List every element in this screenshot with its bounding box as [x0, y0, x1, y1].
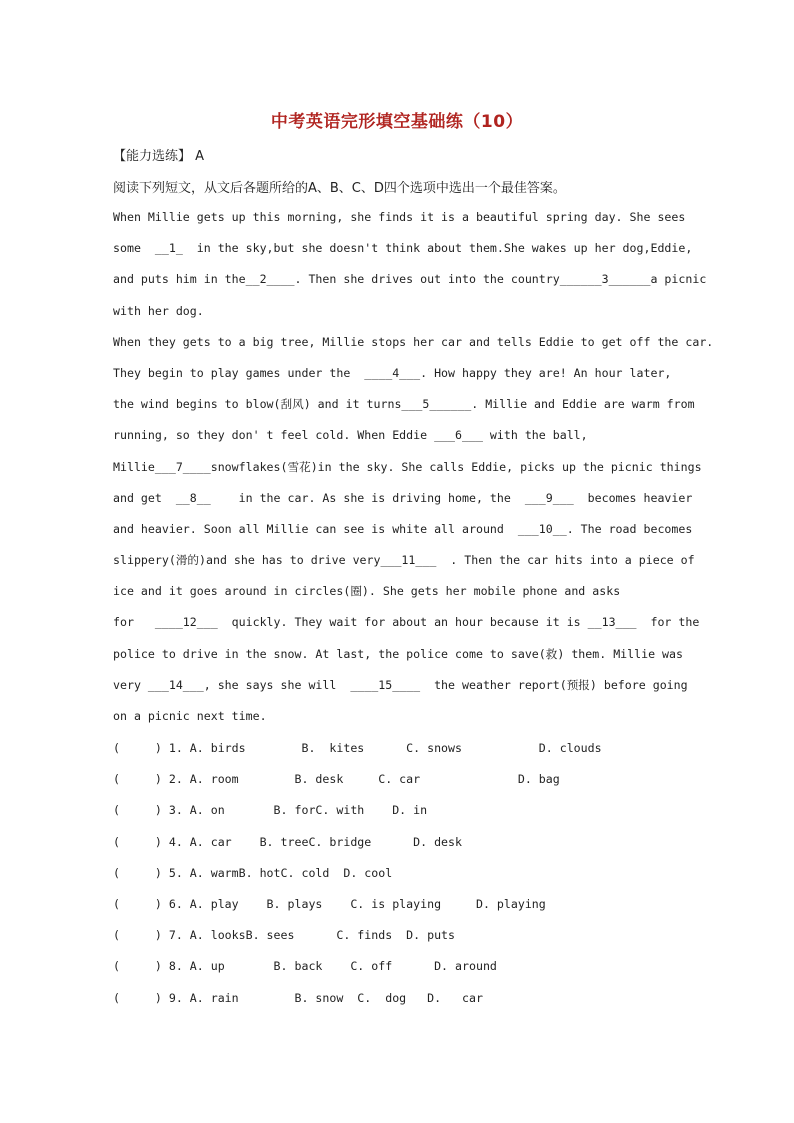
passage	[113, 208, 714, 738]
section-heading: 【能力选练】 A	[113, 149, 205, 164]
passage-line: on a picnic next time.	[113, 709, 267, 723]
passage-line: and get __8__ in the car. As she is driving home, the ___9___ becomes heavier	[113, 490, 693, 505]
question-8: ( ) 8. A. up B. back C. off D. around	[113, 959, 497, 974]
passage-line: Millie___7____snowflakes(雪花)in the sky. She calls Eddie, picks up the picnic things	[113, 459, 702, 474]
question-6: ( ) 6. A. play B. plays C. is playing D. playing	[113, 896, 546, 911]
question-3: ( ) 3. A. on B. forC. with D. in	[113, 803, 428, 818]
question-2: ( ) 2. A. room B. desk C. car D. bag	[113, 772, 560, 787]
question-4: ( ) 4. A. car B. treeC. bridge D. desk	[113, 834, 463, 849]
question-1: ( ) 1. A. birds B. kites C. snows D. clouds	[113, 741, 602, 755]
passage-line: ice and it goes around in circles(圈). She gets her mobile phone and asks	[113, 584, 621, 599]
passage-line: for ____12___ quickly. They wait for about an hour because it is __13___ for the	[113, 615, 700, 630]
passage-line: slippery(滑的)and she has to drive very___11___ . Then the car hits into a piece of	[113, 553, 695, 568]
passage-line: running, so they don' t feel cold. When Eddie ___6___ with the ball,	[113, 428, 588, 443]
passage-line: the wind begins to blow(刮风) and it turns___5______. Millie and Eddie are warm from	[113, 397, 695, 412]
question-9: ( ) 9. A. rain B. snow C. dog D. car	[113, 990, 483, 1005]
instruction-text: 阅读下列短文，从文后各题所给的A、B、C、D四个选项中选出一个最佳答案。	[113, 181, 566, 196]
passage-line: some __1_ in the sky,but she doesn't think about them.She wakes up her dog,Eddie,	[113, 241, 693, 256]
page-title: 中考英语完形填空基础练（10）	[270, 112, 524, 132]
passage-line: and heavier. Soon all Millie can see is white all around ___10__. The road becomes	[113, 521, 693, 536]
passage-line: police to drive in the snow. At last, the police come to save(救) them. Millie was	[113, 646, 683, 661]
passage-line: When Millie gets up this morning, she finds it is a beautiful spring day. She sees	[113, 210, 686, 224]
passage-line: They begin to play games under the ____4___. How happy they are! An hour later,	[113, 365, 672, 380]
passage-line: When they gets to a big tree, Millie stops her car and tells Eddie to get off the car.	[113, 334, 714, 349]
passage-line: with her dog.	[113, 303, 204, 318]
question-options	[113, 739, 602, 1020]
question-7: ( ) 7. A. looksB. sees C. finds D. puts	[113, 928, 456, 943]
passage-line: very ___14___, she says she will ____15____ the weather report(预报) before going	[113, 677, 688, 692]
passage-line: and puts him in the__2____. Then she drives out into the country______3______a picnic	[113, 272, 707, 287]
question-5: ( ) 5. A. warmB. hotC. cold D. cool	[113, 865, 393, 880]
